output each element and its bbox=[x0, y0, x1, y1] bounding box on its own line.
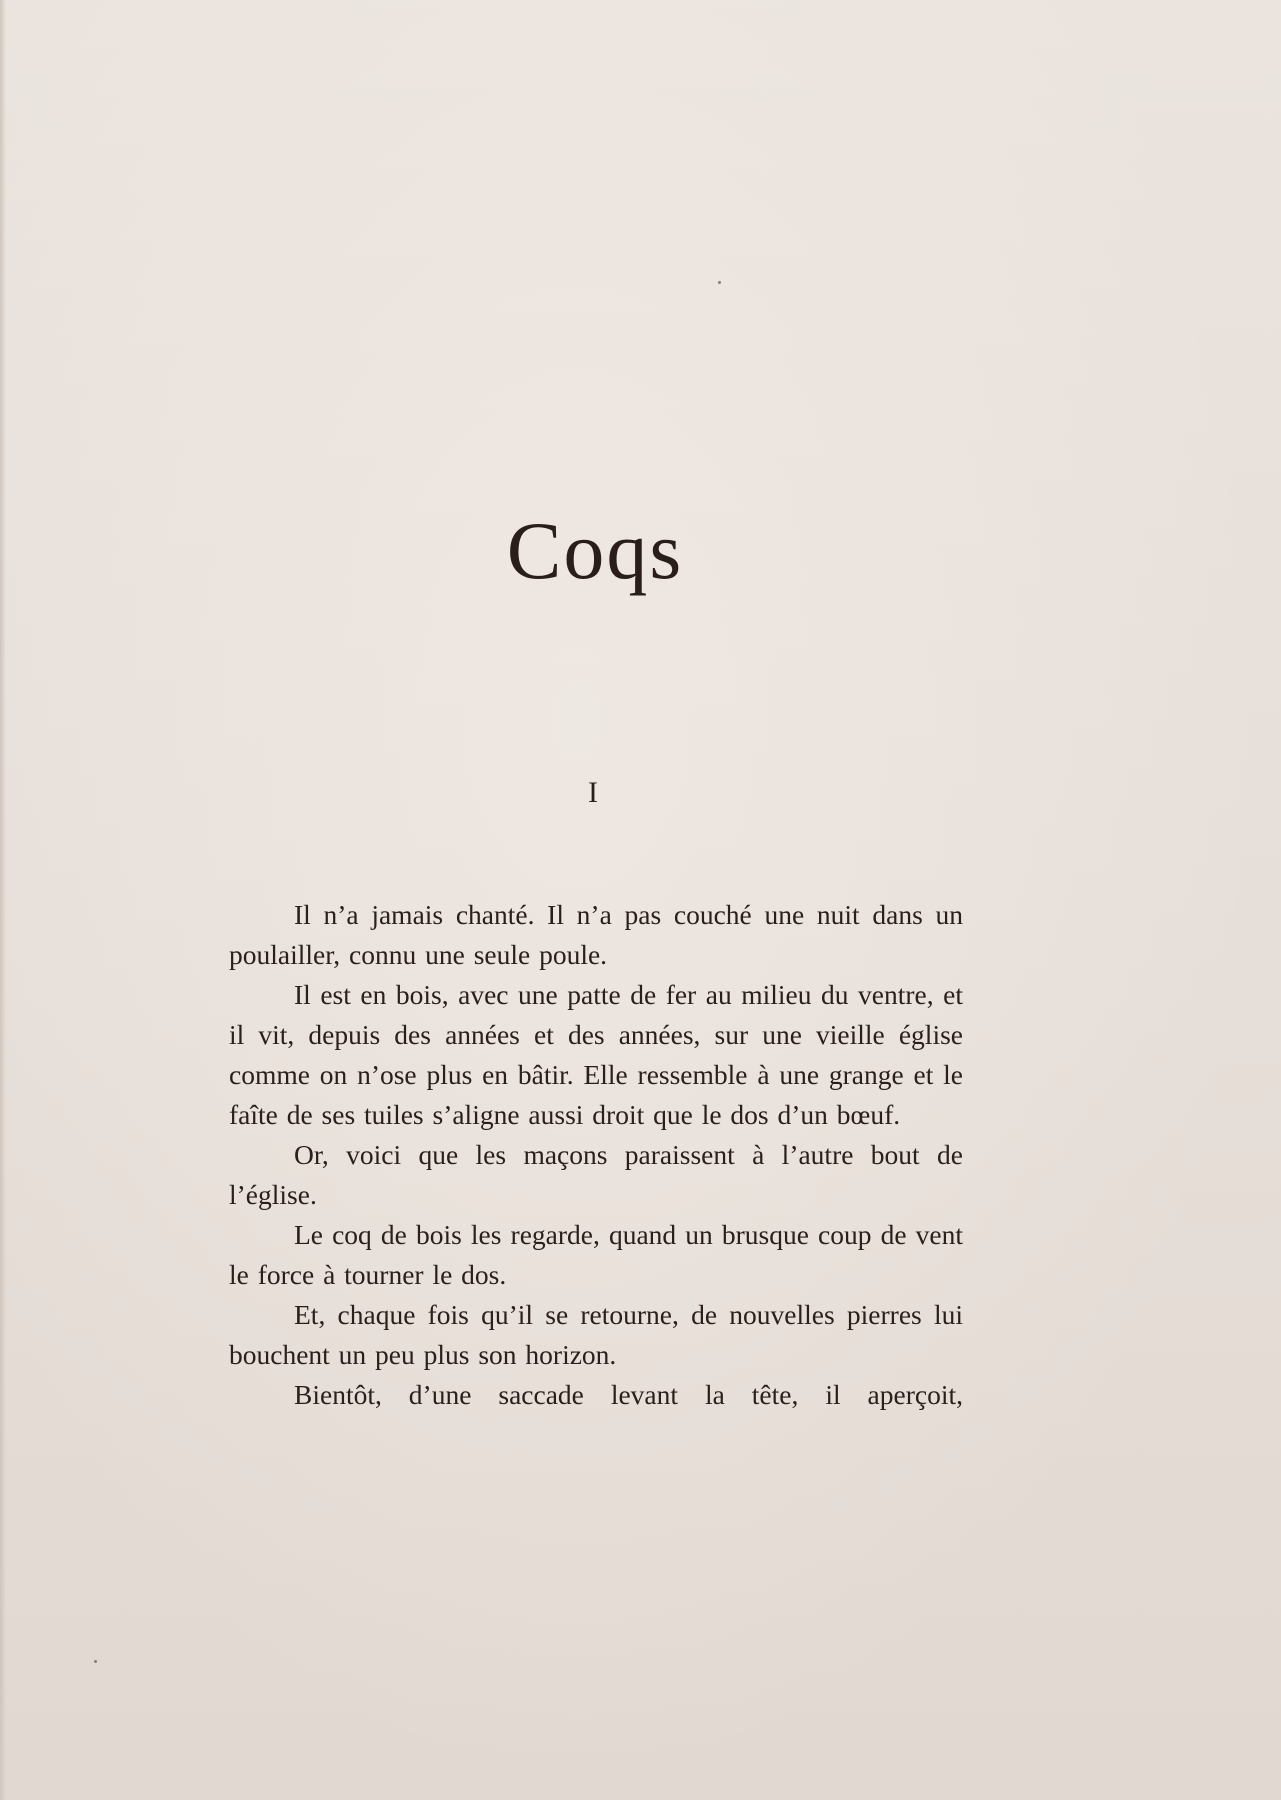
paragraph-3: Or, voici que les maçons paraissent à l’autre bout de l’église. bbox=[229, 1139, 963, 1210]
paragraph-6: Bientôt, d’une saccade levant la tête, il aperçoit, bbox=[294, 1379, 963, 1410]
paragraph-5: Et, chaque fois qu’il se retourne, de nouvelles pierres lui bouchent un peu plus son horizon. bbox=[229, 1299, 963, 1370]
body-text bbox=[229, 895, 963, 1415]
paragraph-2: Il est en bois, avec une patte de fer au milieu du ventre, et il vit, depuis des années et des années, sur une vieille église comme on n’ose plus en bâtir. Elle ressemble à une grange et le faîte de ses tuiles s’aligne aussi droit que le dos d’un bœuf. bbox=[229, 979, 963, 1130]
page-edge-shadow bbox=[0, 0, 6, 1800]
paper-speck bbox=[718, 281, 721, 284]
paper-speck bbox=[94, 1660, 97, 1663]
section-number: I bbox=[588, 776, 598, 809]
paragraph-1: Il n’a jamais chanté. Il n’a pas couché une nuit dans un poulailler, connu une seule poule. bbox=[229, 899, 963, 970]
page-title: Coqs bbox=[506, 505, 684, 596]
paragraph-4: Le coq de bois les regarde, quand un brusque coup de vent le force à tourner le dos. bbox=[229, 1219, 963, 1290]
